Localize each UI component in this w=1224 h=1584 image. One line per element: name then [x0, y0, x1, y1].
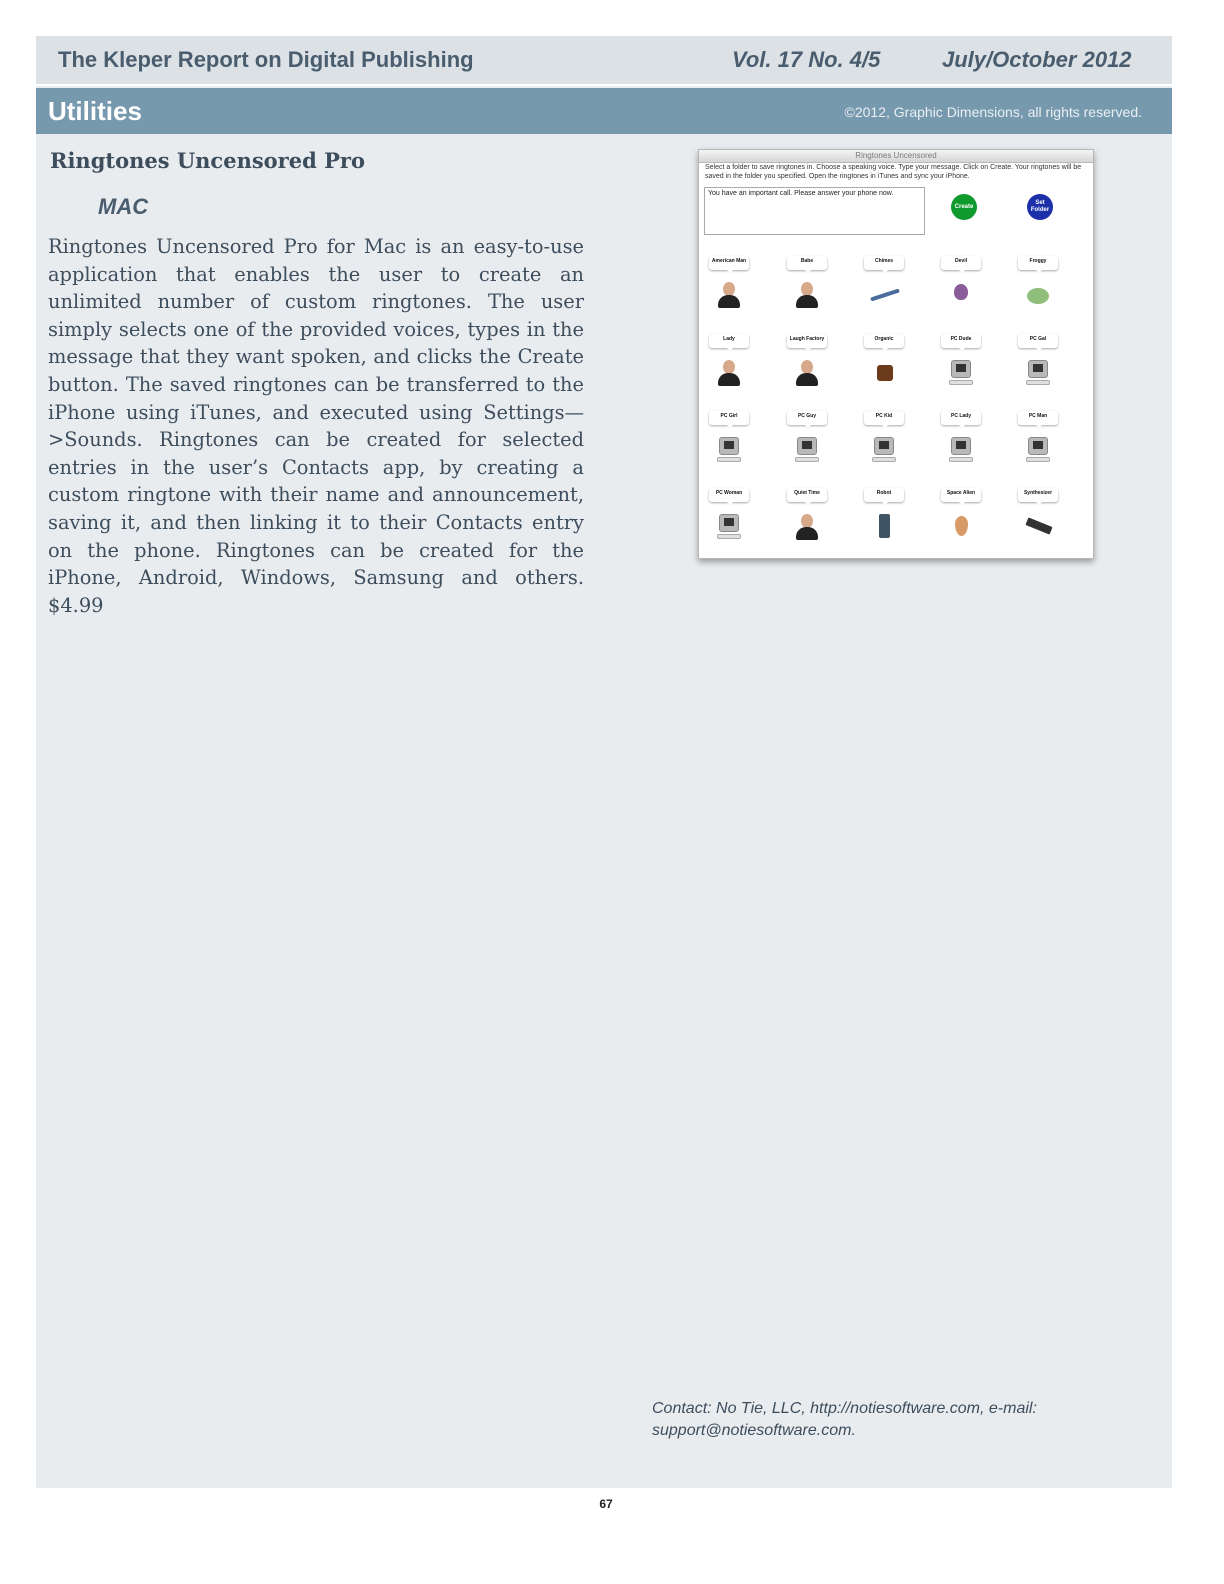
computer-icon [1024, 437, 1052, 463]
voice-label: Laugh Factory [787, 334, 827, 348]
voice-option[interactable] [933, 488, 989, 554]
page-number: 67 [599, 1497, 613, 1511]
computer-icon [715, 437, 743, 463]
voice-label: Organic [864, 334, 904, 348]
computer-icon [793, 437, 821, 463]
person-icon [793, 514, 821, 540]
voice-option[interactable] [856, 334, 912, 400]
voice-label: Synthesizer [1018, 488, 1058, 502]
issue-date: July/October 2012 [942, 47, 1132, 72]
frog-icon [1024, 282, 1052, 308]
message-input[interactable]: You have an important call. Please answer your phone now. [704, 187, 925, 235]
voice-option[interactable] [933, 256, 989, 322]
voice-option[interactable] [701, 256, 757, 322]
voice-option[interactable] [701, 334, 757, 400]
computer-icon [715, 514, 743, 540]
person-icon [793, 360, 821, 386]
voice-label: American Man [709, 256, 749, 270]
section-bar [36, 88, 1172, 134]
computer-icon [1024, 360, 1052, 386]
voice-option[interactable] [856, 411, 912, 477]
volume-number: Vol. 17 No. 4/5 [732, 47, 881, 72]
voice-option[interactable] [701, 488, 757, 554]
voice-option[interactable] [1010, 256, 1066, 322]
window-title: Ringtones Uncensored [699, 150, 1093, 163]
voice-label: Devil [941, 256, 981, 270]
chimes-icon [870, 282, 898, 308]
voice-option[interactable] [1010, 488, 1066, 554]
voice-label: Lady [709, 334, 749, 348]
voice-option[interactable] [701, 411, 757, 477]
platform-label: MAC [98, 194, 149, 219]
person-icon [715, 360, 743, 386]
publication-title: The Kleper Report on Digital Publishing [58, 47, 474, 72]
voice-label: PC Kid [864, 411, 904, 425]
synthesizer-icon [1024, 514, 1052, 540]
person-icon [793, 282, 821, 308]
voice-option[interactable] [856, 256, 912, 322]
contact-info: Contact: No Tie, LLC, http://notiesoftware.com, e-mail: support@notiesoftware.com. [652, 1400, 1037, 1439]
voice-option[interactable] [779, 411, 835, 477]
organic-icon [870, 360, 898, 386]
set-folder-button[interactable]: Set Folder [1027, 194, 1053, 220]
alien-icon [947, 514, 975, 540]
article-body: Ringtones Uncensored Pro for Mac is an easy-to-use application that enables the user to create an unlimited number of custom ringtones. The user simply selects one of the provided voices, types in the message that they want spoken, and clicks the Create button. The saved ringtones can be transferred to the iPhone using iTunes, and executed using Settings—>Sounds. Ringtones can be created for selected entries in the user’s Contacts app, by creating a custom ringtone with their name and announcement, saving it, and then linking it to their Contacts entry on the phone. Ringtones can be created for the iPhone, Android, Windows, Samsung and others. $4.99 [48, 235, 584, 617]
create-button[interactable]: Create [951, 194, 977, 220]
section-title: Utilities [48, 96, 142, 126]
voice-option[interactable] [779, 488, 835, 554]
article-title: Ringtones Uncensored Pro [50, 148, 365, 173]
copyright-notice: ©2012, Graphic Dimensions, all rights reserved. [844, 104, 1142, 120]
voice-label: PC Woman [709, 488, 749, 502]
voice-option[interactable] [779, 334, 835, 400]
voice-label: PC Girl [709, 411, 749, 425]
computer-icon [947, 360, 975, 386]
voice-option[interactable] [1010, 334, 1066, 400]
masthead [36, 36, 1172, 86]
instructions-text: Select a folder to save ringtones in. Choose a speaking voice. Type your message. Click on Create. Your ringtones will be saved in the folder you specified. Open the ringtones in iTunes and sync your iPhone. [705, 164, 1082, 180]
voice-label: Space Alien [941, 488, 981, 502]
computer-icon [947, 437, 975, 463]
voice-option[interactable] [1010, 411, 1066, 477]
computer-icon [870, 437, 898, 463]
voice-label: Froggy [1018, 256, 1058, 270]
voice-label: PC Dude [941, 334, 981, 348]
app-screenshot [698, 149, 1094, 559]
voice-label: PC Man [1018, 411, 1058, 425]
voice-label: PC Lady [941, 411, 981, 425]
robot-icon [870, 514, 898, 540]
voice-option[interactable] [856, 488, 912, 554]
voice-option[interactable] [779, 256, 835, 322]
voice-label: PC Gal [1018, 334, 1058, 348]
voice-label: Quiet Time [787, 488, 827, 502]
voice-label: Robot [864, 488, 904, 502]
devil-icon [947, 282, 975, 308]
voice-option[interactable] [933, 334, 989, 400]
voice-label: Babe [787, 256, 827, 270]
person-icon [715, 282, 743, 308]
voice-label: Chimes [864, 256, 904, 270]
voice-label: PC Guy [787, 411, 827, 425]
voice-option[interactable] [933, 411, 989, 477]
